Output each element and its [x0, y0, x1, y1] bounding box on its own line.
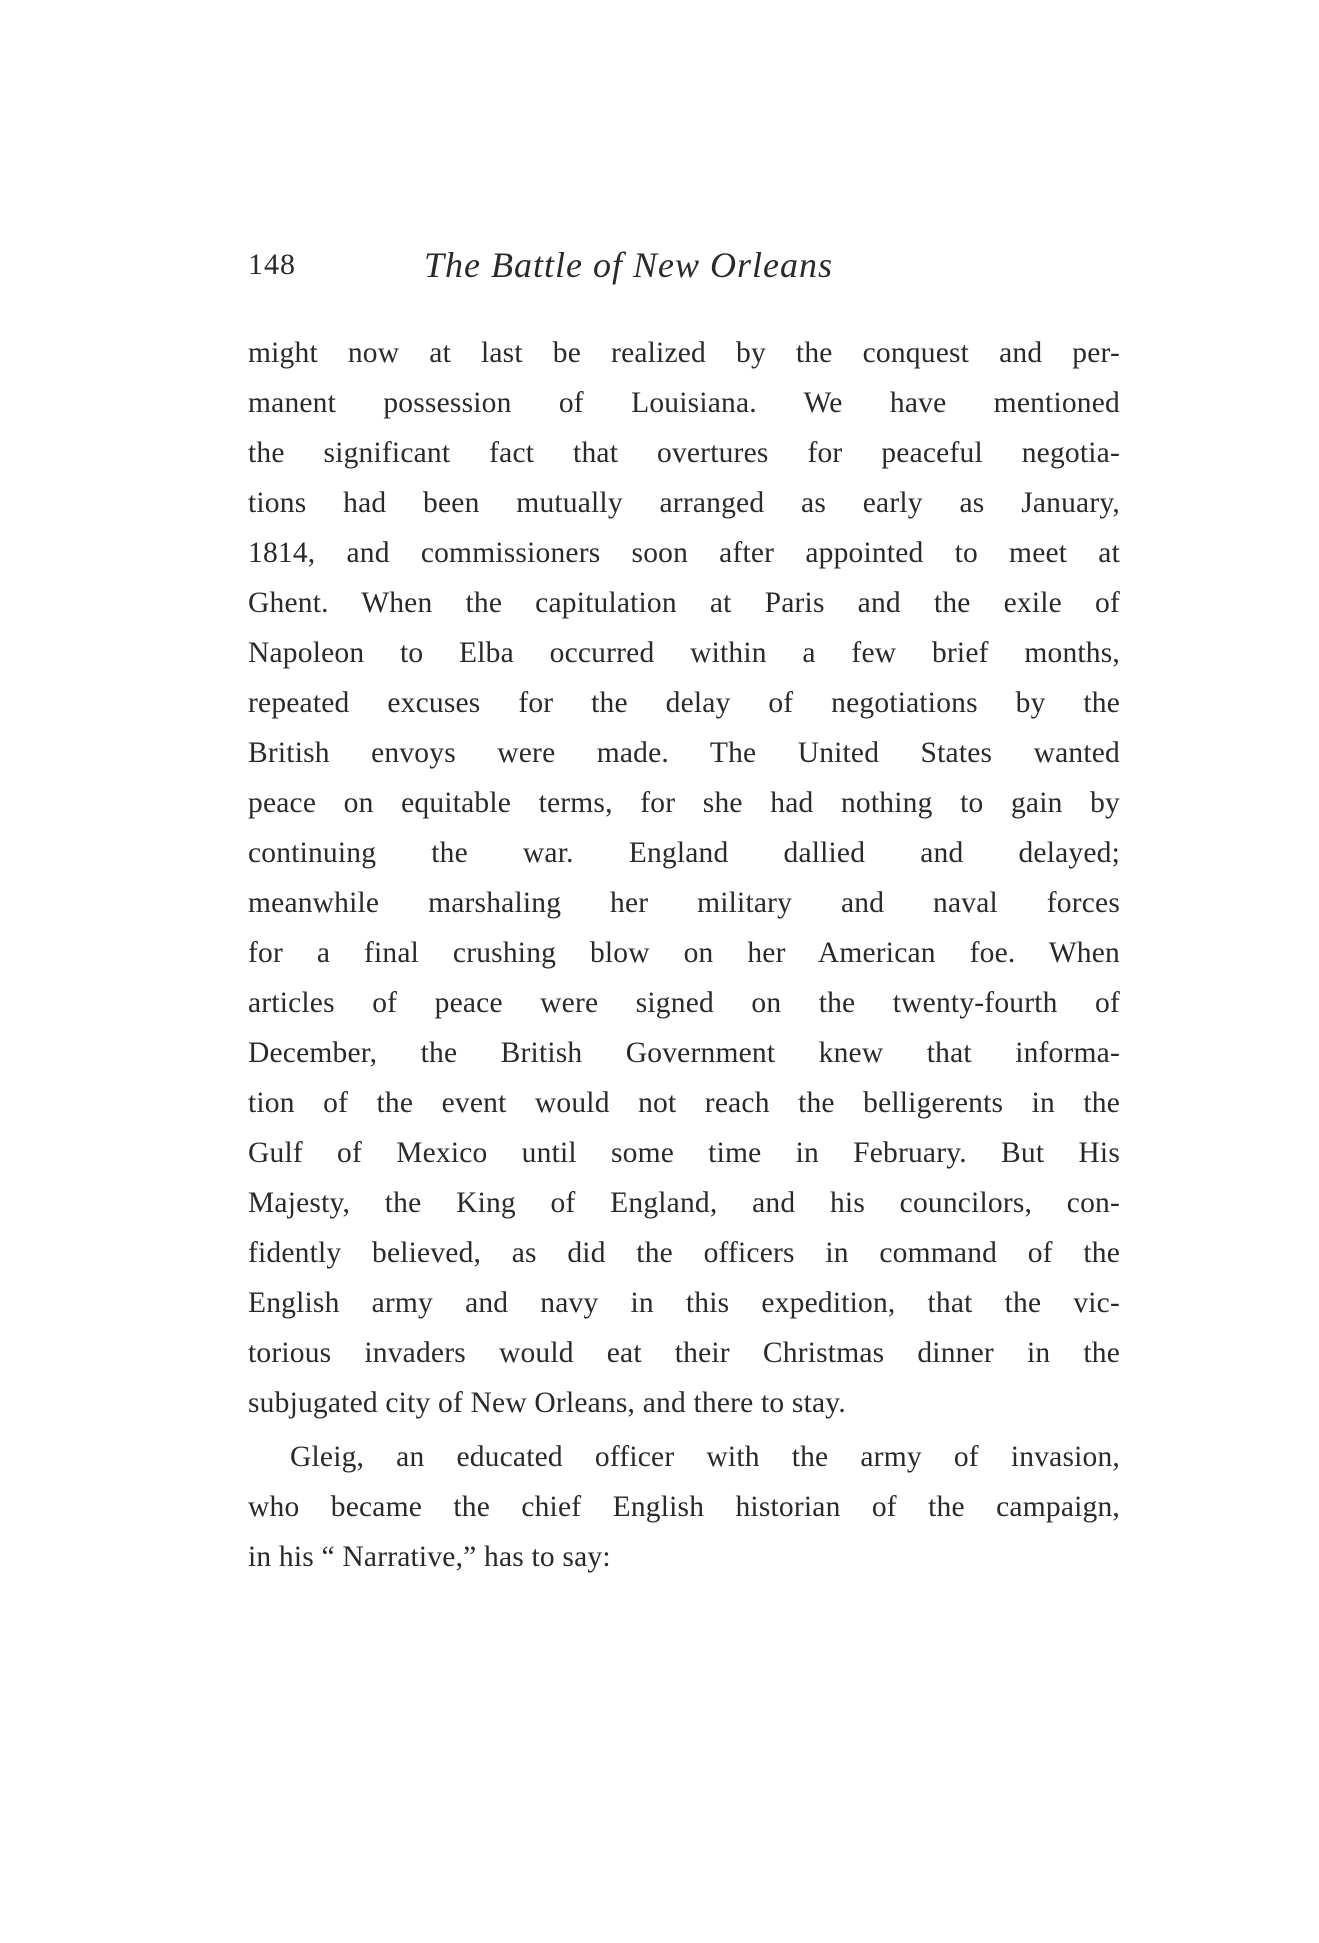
text-line: in his “ Narrative,” has to say:: [248, 1541, 611, 1573]
page-number: 148: [248, 248, 296, 281]
body-text: [248, 328, 1120, 1582]
text-line: Napoleon to Elba occurred within a few brief months,: [248, 637, 1120, 669]
text-line: for a final crushing blow on her American foe. When: [248, 937, 1120, 969]
text-line: tion of the event would not reach the belligerents in the: [248, 1087, 1120, 1119]
text-line: manent possession of Louisiana. We have mentioned: [248, 387, 1120, 419]
text-line: British envoys were made. The United States wanted: [248, 737, 1120, 769]
paragraph-2: [248, 1432, 1120, 1582]
text-line: the significant fact that overtures for peaceful negotia-: [248, 437, 1120, 469]
text-line: peace on equitable terms, for she had nothing to gain by: [248, 787, 1120, 819]
text-line: continuing the war. England dallied and delayed;: [248, 837, 1120, 869]
text-line: who became the chief English historian of the campaign,: [248, 1491, 1120, 1523]
text-line: English army and navy in this expedition, that the vic-: [248, 1287, 1120, 1319]
text-line: meanwhile marshaling her military and naval forces: [248, 887, 1120, 919]
text-line: December, the British Government knew that informa-: [248, 1037, 1120, 1069]
text-line: torious invaders would eat their Christmas dinner in the: [248, 1337, 1120, 1369]
text-line: fidently believed, as did the officers in command of the: [248, 1237, 1120, 1269]
text-line: repeated excuses for the delay of negotiations by the: [248, 687, 1120, 719]
running-head: [248, 240, 1120, 290]
text-line: 1814, and commissioners soon after appointed to meet at: [248, 537, 1120, 569]
text-line: tions had been mutually arranged as early as January,: [248, 487, 1120, 519]
text-line: might now at last be realized by the conquest and per-: [248, 337, 1120, 369]
running-title: The Battle of New Orleans: [424, 245, 833, 285]
paragraph-1: [248, 328, 1120, 1428]
text-line: Ghent. When the capitulation at Paris and the exile of: [248, 587, 1120, 619]
text-line: Majesty, the King of England, and his councilors, con-: [248, 1187, 1120, 1219]
text-line: Gleig, an educated officer with the army of invasion,: [290, 1441, 1120, 1473]
text-line: subjugated city of New Orleans, and there to stay.: [248, 1387, 846, 1419]
text-line: Gulf of Mexico until some time in February. But His: [248, 1137, 1120, 1169]
text-line: articles of peace were signed on the twenty-fourth of: [248, 987, 1120, 1019]
